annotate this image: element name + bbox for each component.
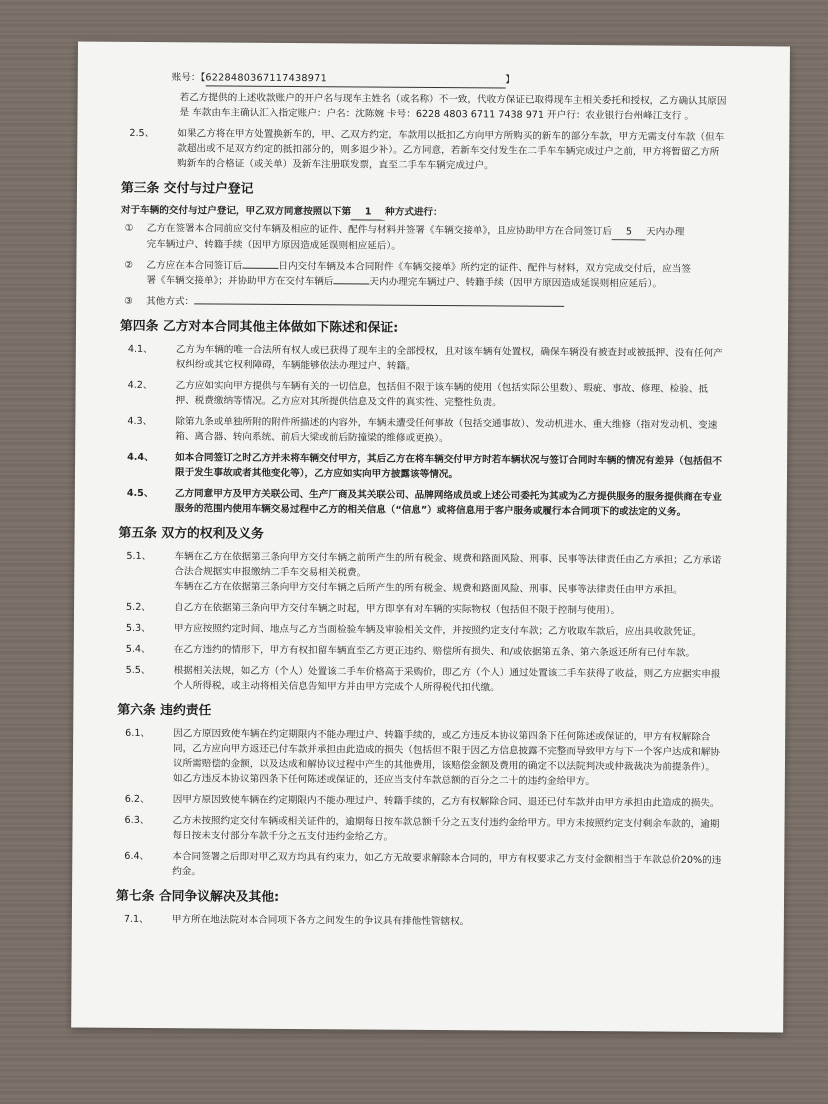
section-3-title: 第三条 交付与过户登记 [120,180,254,197]
clause-item [117,726,767,791]
clause-number: 6.1、 [125,727,151,740]
clause-number: 6.3、 [124,814,150,827]
clause-number: 4.3、 [127,415,153,428]
clause-line: 因乙方原因致使车辆在约定期限内不能办理过户、转籍手续的，或乙方违反本协议第四条下任何陈述或保证的，甲方有权解除合 [173,728,711,743]
clause-line: 如乙方违反本协议第四条下任何陈述或保证的，还应当支付车款总额的百分之二十的违约金给甲方。 [172,773,596,788]
clause-number: 5.3、 [125,622,151,635]
lead-text: 对于车辆的交付与过户登记，甲乙双方同意按照以下第 [120,204,352,218]
method-choice: 1 [351,204,385,220]
clause-line: 每日按未支付部分车款千分之五支付违约金给乙方。 [172,830,394,843]
clause-item [119,486,769,521]
payee-note-line: 是 车款由车主确认汇入指定账户：户名：沈陈婉 卡号：6228 4803 6711 7438 971 开户行：农业银行台州峰江支行 。 [179,107,695,122]
option-text: 日内交付车辆及本合同附件《车辆交接单》所约定的证件、配件与材料，双方完成交付后，应当签 [278,260,691,275]
option-line [146,294,770,313]
clause-line: 乙方应如实向甲方提供与车辆有关的一切信息，包括但不限于该车辆的使用（包括实际公里数）、瑕疵、事故、修理、检验、抵 [175,380,709,395]
section-3-lead [121,203,771,224]
clause-line: 甲方所在地法院对本合同项下各方之间发生的争议具有排他性管辖权。 [171,914,470,928]
transfer-days: 5 [612,224,646,240]
clause-number: 6.2、 [124,793,150,806]
clause-line: 如果乙方将在甲方处置换新车的，甲、乙双方约定，车款用以抵扣乙方向甲方所购买的新车的部分车款，甲方无需支付车款（但车 [177,128,725,144]
clause-line: 因甲方原因致使车辆在约定期限内不能办理过户、转籍手续的，乙方有权解除合同、退还已付车款并由甲方承担由此造成的损失。 [172,794,720,810]
clause-line: 款超出或不足双方约定的抵扣部分的，则多退少补）。乙方同意，若新车交付发生在二手车车辆完成过户之前，甲方将暂留乙方所 [177,143,720,158]
clause-line: 乙方同意甲方及甲方关联公司、生产厂商及其关联公司、品牌网络成员或上述公司委托为其或为乙方提供服务的服务提供商在专业 [174,488,722,504]
option-marker: ③ [124,295,133,307]
clause-line: 购新车的合格证（或关单）及新车注册联发票，直至二手车车辆完成过户。 [177,158,494,172]
clause-item [119,378,769,413]
contract-page [71,42,790,1033]
clause-line: 乙方为车辆的唯一合法所有权人或已获得了现车主的全部授权，且对该车辆有处置权，确保车辆没有被查封或被抵押、没有任何产 [175,344,723,360]
delivery-option-1 [121,221,771,257]
section-7-body [116,912,766,932]
account-number: 6228480367117438971 [205,70,505,88]
clause-line: 议所需赔偿的金额，以及达成和解协议过程中产生的其他费用，该赔偿金额及费用的确定不以法院判决或仲裁裁决为前提条件）。 [172,758,716,773]
clause-number: 5.1、 [126,550,152,563]
clause-line: 约金。 [172,866,202,878]
option-marker: ① [124,222,134,234]
section-6-body [116,726,767,884]
clause-item [117,663,767,698]
clause-line: 个人所得税，或主动将相关信息告知甲方并由甲方完成个人所得税代扣代缴。 [173,680,500,694]
payee-note [121,90,771,125]
clause-number: 4.5、 [126,487,154,500]
clause-line: 权纠纷或其它权利障碍，车辆能够依法办理过户、转籍。 [175,359,416,372]
clause-line: 甲方应按照约定时间、地点与乙方当面检验车辆及审验相关文件，并按照约定支付车款；乙方收取车款后，应出具收款凭证。 [173,623,702,638]
clause-item [119,450,769,485]
clause-number: 5.4、 [125,643,151,656]
delivery-option-3 [120,294,770,314]
clause-line: 箱、离合器、转向系统、前后大梁或前后防撞梁的维修或更换）。 [175,431,449,445]
clause-item [118,621,768,641]
option-text: 乙方在签署本合同前应交付车辆及相应的证件、配件与材料并签署《车辆交接单》，且应协助甲方在合同签订后 [146,222,613,238]
option-text: 其他方式： [146,295,195,308]
option-marker: ② [124,259,134,271]
option-text: 乙方应在本合同签订后 [146,259,243,272]
clause-line: 本合同签署之后即对甲乙双方均具有约束力，如乙方无故要求解除本合同的，甲方有权要求乙方支付金额相当于车款总价20%的违 [172,851,722,867]
clause-line: 如本合同签订之时乙方并未将车辆交付甲方，其后乙方在将车辆交付甲方时若车辆状况与签订合同时车辆的情况有差异（包括但不 [175,452,722,468]
blank-field [242,268,278,269]
clause-2-5 [121,126,771,176]
clause-line: 合法合规据实申报缴纳二手车交易相关税费。 [174,566,367,579]
clause-line: 在乙方违约的情形下，甲方有权扣留车辆直至乙方更正违约、赔偿所有损失、和/或依据第五条、第六条返还所有已付车款。 [173,644,696,659]
blank-field [333,283,369,284]
clause-item [118,549,768,599]
clause-number: 5.5、 [125,664,151,677]
clause-line: 车辆在乙方在依据第三条向甲方交付车辆之后所产生的所有税金、规费和路面风险、刑事、民事等法律责任由甲方承担。 [174,581,683,596]
blank-field [194,303,564,307]
payee-note-line: 若乙方提供的上述收款账户的开户名与现车主姓名（或名称）不一致，代收方保证已取得现车主相关委托和授权，乙方确认其原因 [179,92,727,108]
account-close: 】 [505,74,515,86]
section-7-title: 第七条 合同争议解决及其他: [115,888,280,905]
account-label: 账号：【 [171,72,206,84]
clause-line: 服务的范围内使用车辆交易过程中乙方的相关信息（“信息”）或将信息用于客户服务或履行本合同项下的或法定的义务。 [174,503,687,518]
clause-line: 除第九条或单独所附的附件所描述的内容外，车辆未遭受任何事故（包括交通事故）、发动机进水、重大维修（指对发动机、变速 [175,416,718,431]
clause-item [118,600,768,620]
clause-item [118,642,768,662]
clause-number: 7.1、 [123,913,149,926]
option-text: 天内办理完车辆过户、转籍手续（因甲方原因造成延误则相应延后）。 [369,276,663,290]
clause-item [120,342,770,377]
clause-line: 押、税费缴纳等情况。乙方应对其所提供信息及文件的真实性、完整性负责。 [175,395,502,409]
section-5-body [117,549,768,698]
clause-number: 4.1、 [127,343,153,356]
clause-item [117,792,767,812]
clause-item [119,414,769,449]
clause-line: 同，乙方应向甲方返还已付车款并承担由此造成的损失（包括但不限于因乙方信息披露不完整而导致甲方与下一个客户达成和解协 [173,743,720,759]
clause-line: 自乙方在依据第三条向甲方交付车辆之时起，甲方即享有对车辆的实际物权（包括但不限于控制与使用）。 [174,602,621,617]
lead-text: 种方式进行： [385,206,443,219]
clause-number: 4.4、 [127,451,154,464]
option-text: 署《车辆交接单》；并协助甲方在交付车辆后 [146,274,334,288]
clause-line: 乙方未按照约定交付车辆或相关证件的，逾期每日按车款总额千分之五支付违约金给甲方。甲方未按照约定支付剩余车款的，逾期 [172,815,720,831]
contract-content [116,70,772,932]
section-6-title: 第六条 违约责任 [117,702,212,719]
clause-line: 车辆在乙方在依据第三条向甲方交付车辆之前所产生的所有税金、规费和路面风险、刑事、民事等法律责任由乙方承担；乙方承诺 [174,551,722,567]
clause-number: 5.2、 [126,601,151,614]
clause-number: 6.4、 [124,850,150,863]
section-4-title: 第四条 乙方对本合同其他主体做如下陈述和保证: [119,318,399,336]
clause-item [116,912,766,932]
clause-number: 2.5、 [129,127,155,140]
clause-line: 限于发生事故或者其他变化等），乙方应如实向甲方披露该等情况。 [174,467,459,481]
option-line: 完车辆过户、转籍手续（因甲方原因造成延误则相应延后）。 [146,238,401,252]
option-text: 天内办理 [645,226,685,238]
section-5-title: 第五条 双方的权利及义务 [118,525,264,542]
clause-item [116,813,766,848]
section-4-body [119,342,770,521]
clause-number: 4.2、 [127,379,153,392]
clause-line: 根据相关法规，如乙方（个人）处置该二手车价格高于采购价，即乙方（个人）通过处置该二手车获得了收益，则乙方应据实申报 [173,665,721,681]
clause-item [116,849,766,884]
delivery-option-2 [120,258,770,293]
